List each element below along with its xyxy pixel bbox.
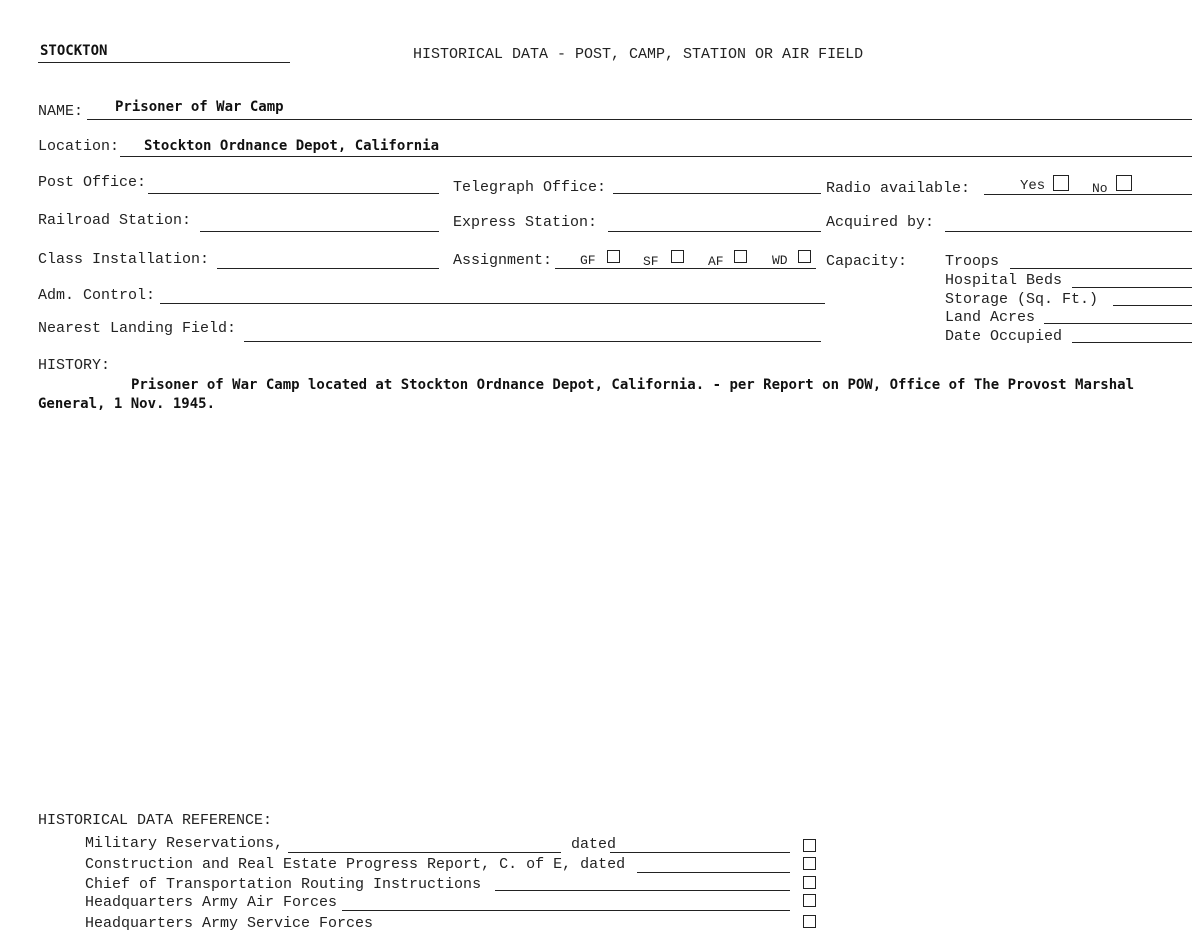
telegraph-office-field[interactable] [613, 193, 821, 194]
name-label: NAME: [38, 103, 84, 120]
form-title: HISTORICAL DATA - POST, CAMP, STATION OR AIR FIELD [413, 46, 864, 63]
class-installation-label: Class Installation: [38, 251, 210, 268]
capacity-troops-field[interactable] [1010, 268, 1192, 269]
telegraph-office-label: Telegraph Office: [453, 179, 607, 196]
capacity-date-occupied-label: Date Occupied [945, 328, 1063, 345]
assignment-label: Assignment: [453, 252, 553, 269]
ref-chief-transportation-field[interactable] [495, 890, 790, 891]
ref-hq-army-air-forces-label: Headquarters Army Air Forces [85, 894, 338, 911]
ref-chief-transportation-checkbox[interactable] [803, 876, 816, 889]
assignment-wd-label: WD [772, 253, 788, 268]
radio-no-checkbox[interactable] [1116, 175, 1132, 191]
history-text-container [38, 376, 1158, 414]
ref-construction-report-field[interactable] [637, 872, 790, 873]
acquired-by-field[interactable] [945, 231, 1192, 232]
assignment-gf-checkbox[interactable] [607, 250, 620, 263]
capacity-land-acres-label: Land Acres [945, 309, 1036, 326]
assignment-sf-checkbox[interactable] [671, 250, 684, 263]
capacity-storage-field[interactable] [1113, 305, 1192, 306]
assignment-gf-label: GF [580, 253, 596, 268]
acquired-by-label: Acquired by: [826, 214, 935, 231]
post-name-underline [38, 62, 290, 63]
radio-available-label: Radio available: [826, 180, 971, 197]
ref-military-reservations-date-field[interactable] [610, 852, 790, 853]
assignment-sf-label: SF [643, 254, 659, 269]
adm-control-label: Adm. Control: [38, 287, 156, 304]
capacity-storage-label: Storage (Sq. Ft.) [945, 291, 1099, 308]
ref-hq-army-air-forces-field[interactable] [342, 910, 790, 911]
capacity-land-acres-field[interactable] [1044, 323, 1192, 324]
radio-yes-label: Yes [1020, 178, 1046, 194]
ref-dated-label: dated [571, 836, 617, 853]
ref-construction-report-label: Construction and Real Estate Progress Report, C. of E, dated [85, 856, 626, 873]
ref-hq-army-service-forces-checkbox[interactable] [803, 915, 816, 928]
express-station-label: Express Station: [453, 214, 598, 231]
location-field[interactable]: Stockton Ordnance Depot, California [144, 138, 440, 154]
express-station-field[interactable] [608, 231, 821, 232]
capacity-hospital-beds-field[interactable] [1072, 287, 1192, 288]
nearest-landing-field-field[interactable] [244, 341, 821, 342]
assignment-wd-checkbox[interactable] [798, 250, 811, 263]
name-underline [87, 119, 1192, 120]
adm-control-field[interactable] [160, 303, 825, 304]
radio-underline [984, 194, 1192, 195]
nearest-landing-field-label: Nearest Landing Field: [38, 320, 237, 337]
post-name: STOCKTON [40, 43, 108, 59]
ref-hq-army-air-forces-checkbox[interactable] [803, 894, 816, 907]
capacity-troops-label: Troops [945, 253, 1000, 270]
ref-chief-transportation-label: Chief of Transportation Routing Instructions [85, 876, 482, 893]
post-office-label: Post Office: [38, 174, 147, 191]
railroad-station-field[interactable] [200, 231, 439, 232]
assignment-af-checkbox[interactable] [734, 250, 747, 263]
class-installation-field[interactable] [217, 268, 439, 269]
ref-military-reservations-label: Military Reservations, [85, 835, 284, 852]
capacity-date-occupied-field[interactable] [1072, 342, 1192, 343]
name-field[interactable]: Prisoner of War Camp [115, 99, 284, 115]
ref-military-reservations-field[interactable] [288, 852, 561, 853]
ref-construction-report-checkbox[interactable] [803, 857, 816, 870]
location-label: Location: [38, 138, 120, 155]
reference-label: HISTORICAL DATA REFERENCE: [38, 812, 273, 829]
radio-no-label: No [1092, 181, 1108, 196]
capacity-hospital-beds-label: Hospital Beds [945, 272, 1063, 289]
ref-hq-army-service-forces-label: Headquarters Army Service Forces [85, 915, 374, 932]
post-office-field[interactable] [148, 193, 439, 194]
capacity-label: Capacity: [826, 253, 908, 270]
railroad-station-label: Railroad Station: [38, 212, 192, 229]
ref-military-reservations-checkbox[interactable] [803, 839, 816, 852]
assignment-af-label: AF [708, 254, 724, 269]
history-label: HISTORY: [38, 357, 111, 374]
location-underline [120, 156, 1192, 157]
radio-yes-checkbox[interactable] [1053, 175, 1069, 191]
history-text: Prisoner of War Camp located at Stockton Ordnance Depot, California. - per Report on POW, Office of The Provost Marshal General, 1 Nov. 1945. [38, 377, 1135, 412]
